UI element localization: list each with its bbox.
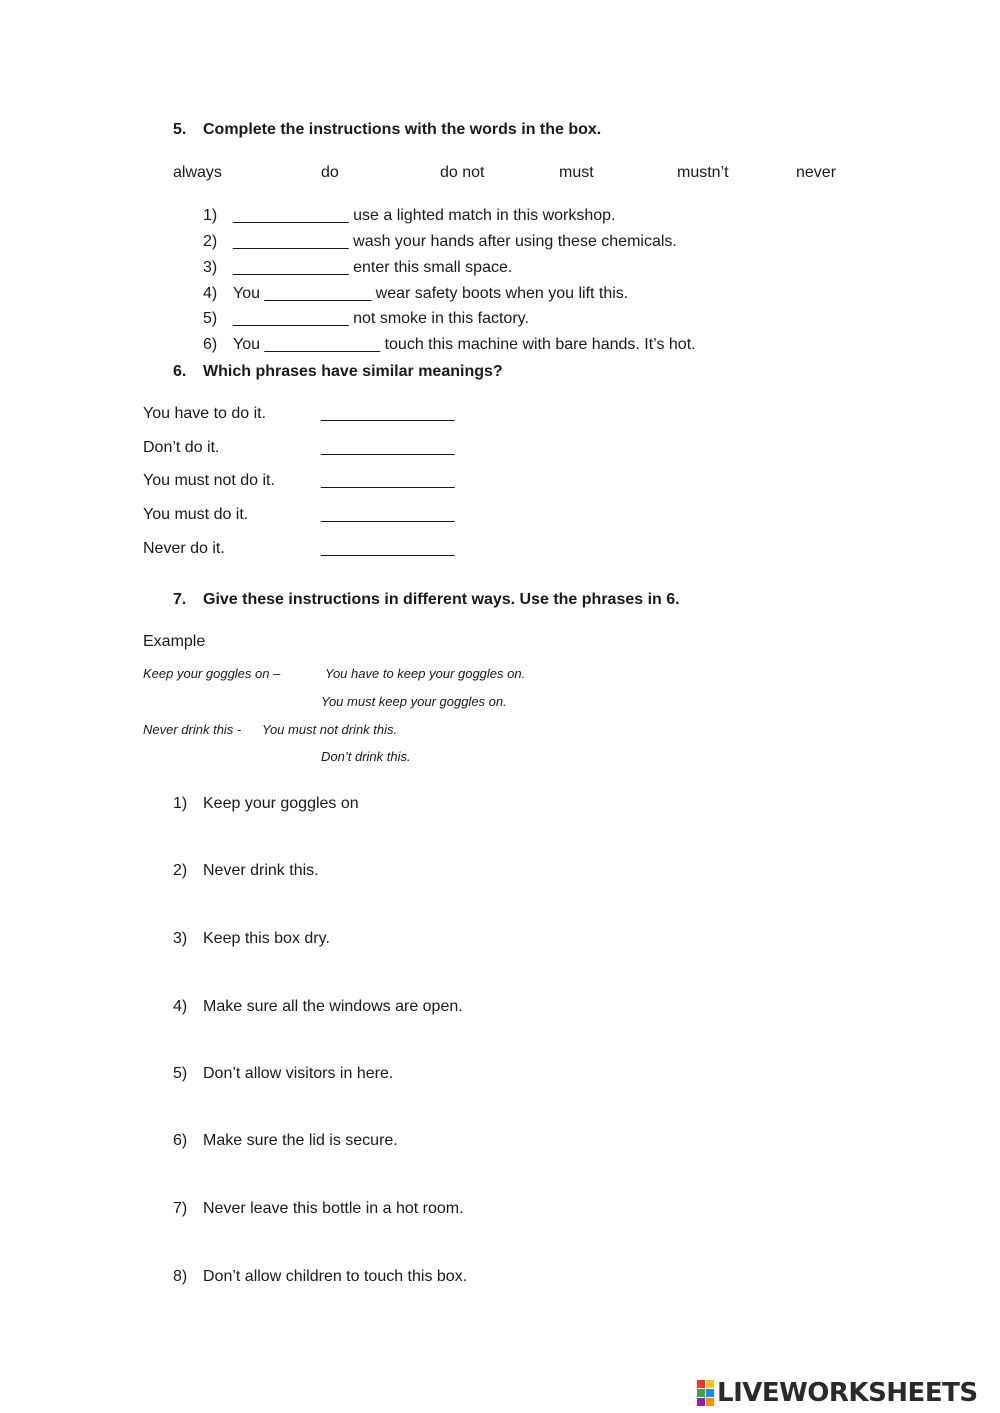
phrase: Never do it. (143, 540, 225, 557)
item-text: Don’t allow visitors in here. (203, 1065, 394, 1082)
logo-block (706, 1398, 714, 1406)
logo-block (697, 1380, 705, 1388)
phrase-blank[interactable]: _______________ (321, 540, 455, 557)
q7-item (173, 1268, 467, 1286)
q5-item (203, 259, 512, 277)
item-number: 8) (173, 1268, 188, 1285)
phrase: You must do it. (143, 506, 249, 523)
phrase-blank[interactable]: _______________ (321, 472, 455, 489)
q7-item (173, 1200, 464, 1218)
q7-item (173, 1065, 393, 1083)
answer-blank[interactable]: _____________ (264, 336, 381, 353)
q5-heading (173, 121, 601, 139)
q7-item (173, 930, 330, 948)
q5-title: Complete the instructions with the words in the box. (203, 121, 602, 138)
item-number: 2) (173, 862, 188, 879)
example-label: Example (143, 633, 206, 650)
q5-item (203, 310, 529, 328)
q5-number: 5. (173, 121, 187, 138)
word-never: never (796, 164, 837, 181)
q7-number: 7. (173, 591, 187, 608)
answer-blank[interactable]: _____________ (233, 310, 349, 327)
phrase-blank[interactable]: _______________ (321, 439, 455, 456)
example-answer: You must not drink this. (262, 722, 398, 737)
q7-item (173, 862, 319, 880)
word-mustnt: mustn’t (677, 164, 729, 181)
item-text: Don’t allow children to touch this box. (203, 1268, 468, 1285)
item-text: enter this small space. (348, 259, 513, 276)
logo-blocks-icon (697, 1380, 714, 1406)
item-number: 1) (173, 795, 188, 812)
example-answer: Don’t drink this. (321, 749, 411, 764)
q5-item (203, 233, 677, 251)
word-do: do (321, 164, 339, 181)
item-prefix: You (233, 285, 265, 302)
item-text: use a lighted match in this workshop. (348, 207, 616, 224)
q7-item (173, 795, 359, 813)
item-text: Never drink this. (203, 862, 319, 879)
item-text: touch this machine with bare hands. It’s hot. (380, 336, 696, 353)
word-always: always (173, 164, 222, 181)
logo-block (697, 1398, 705, 1406)
item-number: 4) (203, 285, 218, 302)
item-number: 5) (203, 310, 218, 327)
word-do-not: do not (440, 164, 485, 181)
q6-heading (173, 363, 503, 381)
item-text: Make sure the lid is secure. (203, 1132, 398, 1149)
phrase-blank[interactable]: _______________ (321, 506, 455, 523)
item-number: 4) (173, 998, 188, 1015)
item-number: 1) (203, 207, 218, 224)
q5-item (203, 336, 696, 354)
logo-block (706, 1389, 714, 1397)
q5-item (203, 285, 628, 303)
item-number: 6) (173, 1132, 188, 1149)
item-text: Keep your goggles on (203, 795, 359, 812)
item-number: 5) (173, 1065, 188, 1082)
item-text: not smoke in this factory. (348, 310, 529, 327)
q7-item (173, 998, 463, 1016)
q7-item (173, 1132, 398, 1150)
answer-blank[interactable]: _____________ (233, 259, 349, 276)
q6-title: Which phrases have similar meanings? (203, 363, 503, 380)
item-number: 3) (203, 259, 218, 276)
item-text: Make sure all the windows are open. (203, 998, 463, 1015)
q7-heading (173, 591, 680, 609)
item-text: Keep this box dry. (203, 930, 330, 947)
item-text: Never leave this bottle in a hot room. (203, 1200, 464, 1217)
phrase-blank[interactable]: _______________ (321, 405, 455, 422)
item-text: wear safety boots when you lift this. (371, 285, 629, 302)
item-number: 3) (173, 930, 188, 947)
example-instruction: Keep your goggles on – (143, 666, 281, 681)
item-number: 2) (203, 233, 218, 250)
answer-blank[interactable]: ____________ (264, 285, 372, 302)
word-must: must (559, 164, 594, 181)
example-answer: You have to keep your goggles on. (325, 666, 526, 681)
item-number: 6) (203, 336, 218, 353)
q5-item (203, 207, 616, 225)
liveworksheets-logo (697, 1378, 978, 1408)
logo-block (706, 1380, 714, 1388)
answer-blank[interactable]: _____________ (233, 207, 349, 224)
example-instruction: Never drink this - (143, 722, 242, 737)
answer-blank[interactable]: _____________ (233, 233, 349, 250)
logo-text: LIVEWORKSHEETS (717, 1378, 978, 1408)
item-number: 7) (173, 1200, 188, 1217)
q6-number: 6. (173, 363, 187, 380)
phrase: You have to do it. (143, 405, 267, 422)
example-answer: You must keep your goggles on. (321, 694, 507, 709)
phrase: You must not do it. (143, 472, 275, 489)
phrase: Don’t do it. (143, 439, 220, 456)
item-text: wash your hands after using these chemicals. (348, 233, 677, 250)
logo-block (697, 1389, 705, 1397)
q7-title: Give these instructions in different ways. Use the phrases in 6. (203, 591, 680, 608)
item-prefix: You (233, 336, 265, 353)
